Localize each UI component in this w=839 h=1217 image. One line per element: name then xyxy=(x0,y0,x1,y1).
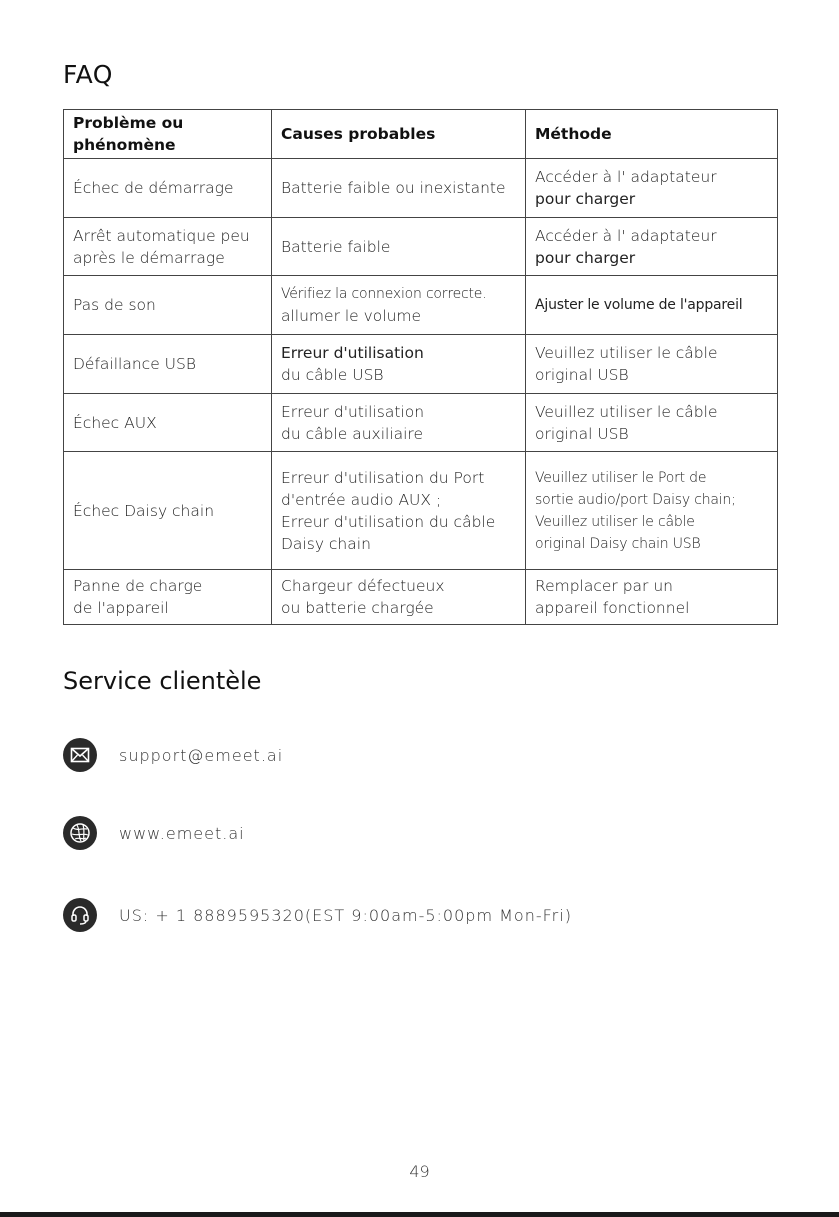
header-method: Méthode xyxy=(526,110,778,159)
cause-cell: Erreur d'utilisation du Port d'entrée audio AUX ; Erreur d'utilisation du câble Daisy chain xyxy=(272,452,526,570)
faq-header-row xyxy=(64,110,778,159)
problem-cell: Panne de charge de l'appareil xyxy=(64,570,272,625)
problem-cell: Pas de son xyxy=(64,276,272,335)
service-title: Service clientèle xyxy=(63,667,262,695)
problem-cell: Défaillance USB xyxy=(64,335,272,394)
headset-icon xyxy=(63,898,97,932)
header-causes: Causes probables xyxy=(272,110,526,159)
problem-cell: Arrêt automatique peu après le démarrage xyxy=(64,218,272,276)
method-cell: Remplacer par un appareil fonctionnel xyxy=(526,570,778,625)
globe-icon xyxy=(63,816,97,850)
cause-cell: Chargeur défectueux ou batterie chargée xyxy=(272,570,526,625)
table-row xyxy=(64,394,778,452)
faq-table xyxy=(63,109,778,625)
cause-cell: Erreur d'utilisation du câble USB xyxy=(272,335,526,394)
website-link[interactable]: www.emeet.ai xyxy=(119,823,245,843)
table-row xyxy=(64,276,778,335)
phone-support[interactable]: US: + 1 8889595320(EST 9:00am-5:00pm Mon-Fri) xyxy=(119,905,572,925)
method-cell: Veuillez utiliser le Port de sortie audio/port Daisy chain; Veuillez utiliser le câble original Daisy chain USB xyxy=(526,452,778,570)
support-email[interactable]: support@emeet.ai xyxy=(119,745,284,765)
table-row xyxy=(64,452,778,570)
cause-cell: Vérifiez la connexion correcte. allumer le volume xyxy=(272,276,526,335)
page-number: 49 xyxy=(409,1162,430,1181)
problem-cell: Échec AUX xyxy=(64,394,272,452)
cause-cell: Batterie faible ou inexistante xyxy=(272,159,526,218)
contact-website xyxy=(63,816,245,850)
method-cell: Accéder à l' adaptateur pour charger xyxy=(526,218,778,276)
cause-cell: Batterie faible xyxy=(272,218,526,276)
table-row xyxy=(64,159,778,218)
cause-cell: Erreur d'utilisation du câble auxiliaire xyxy=(272,394,526,452)
table-row xyxy=(64,218,778,276)
table-row xyxy=(64,335,778,394)
method-cell: Veuillez utiliser le câble original USB xyxy=(526,394,778,452)
email-icon xyxy=(63,738,97,772)
method-cell: Veuillez utiliser le câble original USB xyxy=(526,335,778,394)
faq-title: FAQ xyxy=(63,60,113,89)
table-row xyxy=(64,570,778,625)
contact-email xyxy=(63,738,283,772)
problem-cell: Échec de démarrage xyxy=(64,159,272,218)
problem-cell: Échec Daisy chain xyxy=(64,452,272,570)
method-cell: Accéder à l' adaptateur pour charger xyxy=(526,159,778,218)
contact-phone xyxy=(63,898,572,932)
bottom-divider xyxy=(0,1212,839,1217)
header-problem: Problème ou phénomène xyxy=(64,110,272,159)
method-cell: Ajuster le volume de l'appareil xyxy=(526,276,778,335)
